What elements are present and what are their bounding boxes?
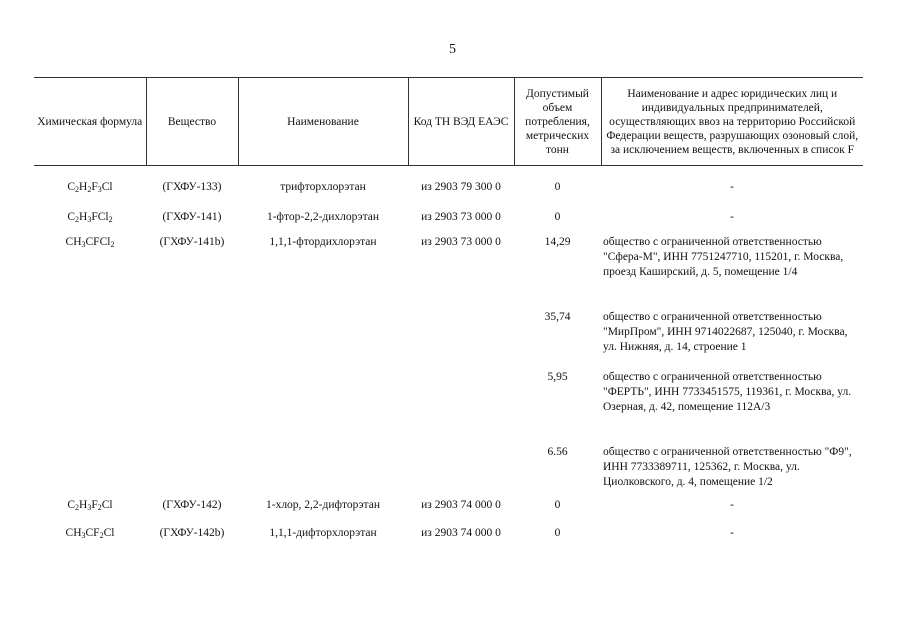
importer-cell: - (730, 499, 734, 511)
substance-cell: (ГХФУ-141b) (159, 236, 225, 248)
substance-cell (146, 430, 238, 490)
substance-cell: (ГХФУ-133) (162, 181, 222, 193)
substance-cell (146, 295, 238, 355)
table-body (34, 166, 863, 547)
volume-cell: 6.56 (547, 446, 568, 458)
importer-cell: общество с ограниченной ответственностью "МирПром", ИНН 9714022687, 125040, г. Москва, ул. Нижняя, д. 14, строение 1 (603, 311, 848, 353)
table-header (34, 78, 863, 166)
substance-cell (146, 355, 238, 430)
code-cell: из 2903 74 000 0 (421, 499, 501, 511)
substances-table-container (34, 77, 863, 546)
code-cell (408, 430, 514, 490)
name-cell: трифторхлорэтан (280, 181, 366, 193)
formula-cell: $C_2H_2F_3Cl$ (67, 181, 113, 194)
table-row (34, 490, 863, 518)
code-cell (408, 355, 514, 430)
code-cell: из 2903 74 000 0 (421, 527, 501, 539)
volume-cell: 35,74 (544, 311, 571, 323)
table-row (34, 518, 863, 546)
name-cell: 1,1,1-дифторхлорэтан (269, 527, 377, 539)
header-name: Наименование (238, 78, 408, 166)
header-formula: Химическая формула (34, 78, 146, 166)
formula-cell (34, 430, 146, 490)
table-row (34, 355, 863, 430)
substance-cell: (ГХФУ-142) (162, 499, 222, 511)
name-cell (238, 430, 408, 490)
volume-cell: 5,95 (547, 371, 568, 383)
code-cell: из 2903 73 000 0 (421, 236, 501, 248)
formula-cell (34, 355, 146, 430)
code-cell (408, 295, 514, 355)
substance-cell: (ГХФУ-141) (162, 211, 222, 223)
importer-cell: общество с ограниченной ответственностью "Ф9", ИНН 7733389711, 125362, г. Москва, ул. Циолковского, д. 4, помещение 1/2 (603, 446, 852, 488)
name-cell: 1-фтор-2,2-дихлорэтан (266, 211, 380, 223)
substance-cell: (ГХФУ-142b) (159, 527, 225, 539)
header-code: Код ТН ВЭД ЕАЭС (408, 78, 514, 166)
table-row (34, 230, 863, 295)
substances-table (34, 77, 863, 546)
table-row (34, 166, 863, 203)
name-cell: 1,1,1-фтордихлорэтан (269, 236, 377, 248)
table-row (34, 295, 863, 355)
code-cell: из 2903 73 000 0 (421, 211, 501, 223)
importer-cell: - (730, 527, 734, 539)
volume-cell: 0 (554, 181, 561, 193)
code-cell: из 2903 79 300 0 (421, 181, 501, 193)
formula-cell: $CH_3CFCl_2$ (65, 236, 115, 249)
table-row (34, 202, 863, 230)
volume-cell: 14,29 (544, 236, 571, 248)
page-number: 5 (449, 42, 456, 57)
header-volume: Допустимый объем потребления, метрических тонн (514, 78, 601, 166)
formula-cell: $C_2H_3FCl_2$ (67, 211, 113, 224)
volume-cell: 0 (554, 499, 561, 511)
volume-cell: 0 (554, 211, 561, 223)
formula-cell: $C_2H_3F_2Cl$ (67, 499, 113, 512)
volume-cell: 0 (554, 527, 561, 539)
importer-cell: - (730, 211, 734, 223)
importer-cell: общество с ограниченной ответственностью "Сфера-М", ИНН 7751247710, 115201, г. Москва, проезд Каширский, д. 5, помещение 1/4 (603, 236, 844, 278)
formula-cell: $CH_3CF_2Cl$ (65, 527, 115, 540)
header-importers: Наименование и адрес юридических лиц и индивидуальных предпринимателей, осуществляющих ввоз на территорию Российской Федерации веществ, разрушающих озоновый слой, за исключением веществ, включенных в список F (601, 78, 863, 166)
table-row (34, 430, 863, 490)
importer-cell: - (730, 181, 734, 193)
name-cell (238, 355, 408, 430)
formula-cell (34, 295, 146, 355)
name-cell: 1-хлор, 2,2-дифторэтан (265, 499, 380, 511)
header-substance: Вещество (146, 78, 238, 166)
name-cell (238, 295, 408, 355)
importer-cell: общество с ограниченной ответственностью "ФЕРТЬ", ИНН 7733451575, 119361, г. Москва, ул. Озерная, д. 42, помещение 112А/3 (603, 371, 852, 413)
